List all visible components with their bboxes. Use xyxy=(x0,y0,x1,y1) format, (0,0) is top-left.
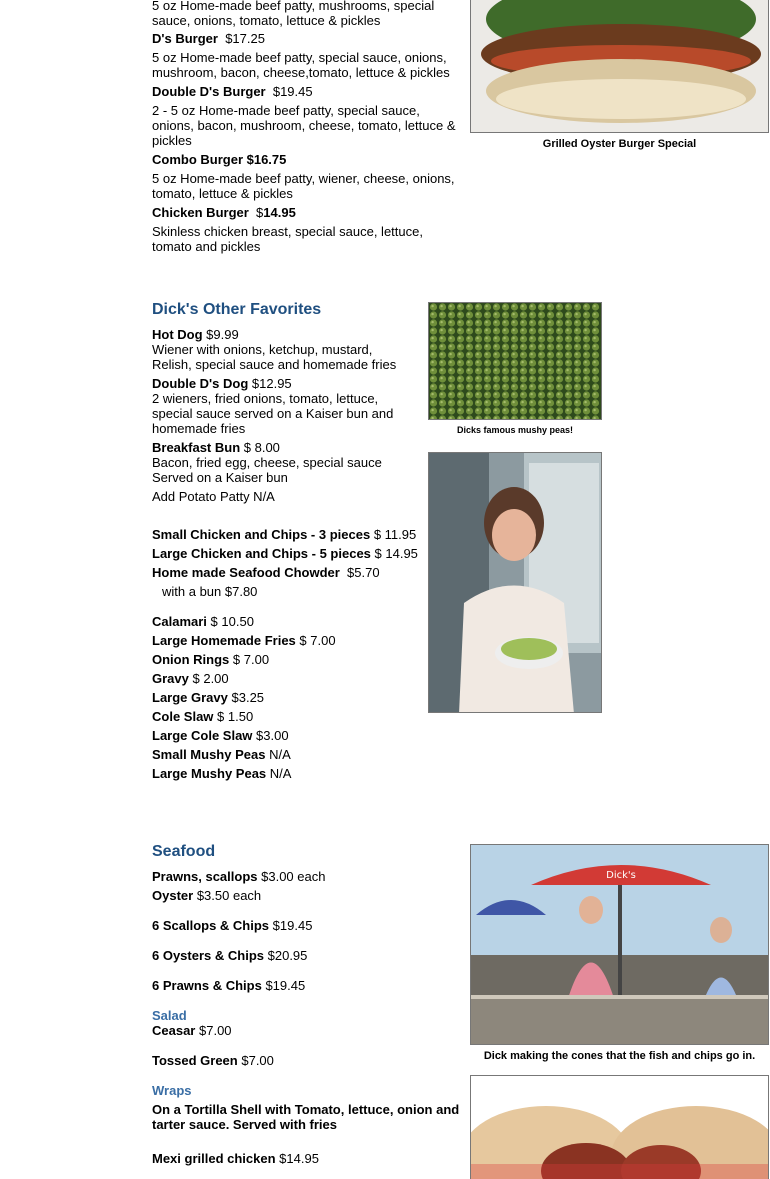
item-name: Chicken Burger xyxy=(152,205,249,220)
menu-item xyxy=(152,709,253,724)
item-price-bold: 14.95 xyxy=(263,205,296,220)
photo-caption: Grilled Oyster Burger Special xyxy=(542,138,697,150)
item-description: Skinless chicken breast, special sauce, lettuce, tomato and pickles xyxy=(152,224,423,254)
item-price: $5.70 xyxy=(347,565,380,580)
item-name: Tossed Green xyxy=(152,1053,238,1068)
item-name: 6 Oysters & Chips xyxy=(152,948,264,963)
item-description: 2 - 5 oz Home-made beef patty, special sauce, onions, bacon, mushroom, cheese, tomato, lettuce & pickles xyxy=(152,103,456,148)
item-price: $3.00 xyxy=(256,728,289,743)
item-name: Mexi grilled chicken xyxy=(152,1151,276,1166)
item-name: Combo Burger $16.75 xyxy=(152,152,287,167)
item-name: Small Chicken and Chips - 3 pieces xyxy=(152,527,371,542)
item-price: $ 1.50 xyxy=(217,709,254,724)
burger-description: 5 oz Home-made beef patty, mushrooms, special sauce, onions, tomato, lettuce & pickles xyxy=(152,0,435,28)
item-price: $ 11.95 xyxy=(373,527,417,542)
oyster-burger-image xyxy=(471,0,769,133)
item-price: $3.25 xyxy=(231,690,265,705)
item-price: $7.00 xyxy=(241,1053,274,1068)
cones-photo-image xyxy=(471,845,769,1045)
item-price: $3.50 each xyxy=(196,888,262,903)
item-price: $12.95 xyxy=(251,376,292,391)
item-price: $ 7.00 xyxy=(299,633,336,648)
menu-item xyxy=(152,652,269,667)
menu-item xyxy=(152,84,313,99)
menu-item xyxy=(152,888,261,903)
item-name: Oyster xyxy=(152,888,194,903)
section-title: Seafood xyxy=(152,843,216,860)
item-name: Double D's Dog xyxy=(152,376,249,391)
item-price: $ xyxy=(256,205,264,220)
section-title: Dick's Other Favorites xyxy=(152,301,322,318)
menu-item xyxy=(152,31,265,46)
item-price: $ 7.00 xyxy=(232,652,270,667)
menu-item xyxy=(152,440,280,455)
item-price: $7.00 xyxy=(199,1023,232,1038)
item-price: $19.45 xyxy=(272,84,313,99)
item-description: Relish, special sauce and homemade fries xyxy=(152,357,397,372)
menu-item xyxy=(152,1023,232,1038)
item-name: Cole Slaw xyxy=(152,709,214,724)
item-price: $17.25 xyxy=(225,31,265,46)
menu-item xyxy=(152,565,380,580)
menu-item xyxy=(152,1151,319,1166)
umbrella-sign: Dick's xyxy=(606,870,636,881)
menu-item xyxy=(152,671,229,686)
item-name: Prawns, scallops xyxy=(152,869,258,884)
item-price: N/A xyxy=(269,747,291,762)
menu-item xyxy=(152,327,239,342)
menu-item xyxy=(152,205,296,220)
wrap-photo xyxy=(470,1075,769,1179)
item-price: $ 14.95 xyxy=(374,546,418,561)
item-price: $20.95 xyxy=(267,948,308,963)
menu-item xyxy=(152,747,291,762)
menu-item xyxy=(152,152,286,167)
menu-item xyxy=(152,869,325,884)
item-name: 6 Prawns & Chips xyxy=(152,978,262,993)
serving-photo-image xyxy=(429,453,602,713)
cones-photo xyxy=(470,844,769,1045)
item-price: $ 10.50 xyxy=(210,614,254,629)
item-name: Onion Rings xyxy=(152,652,230,667)
menu-item xyxy=(152,918,312,933)
item-option: with a bun $7.80 xyxy=(162,584,258,599)
subsection-title: Salad xyxy=(152,1008,187,1023)
item-name: 6 Scallops & Chips xyxy=(152,918,270,933)
menu-item xyxy=(152,633,336,648)
menu-item xyxy=(152,978,305,993)
item-price: $9.99 xyxy=(206,327,239,342)
subsection-title: Wraps xyxy=(152,1083,192,1098)
item-name: Large Chicken and Chips - 5 pieces xyxy=(152,546,371,561)
item-description: Served on a Kaiser bun xyxy=(152,470,288,485)
item-name: Small Mushy Peas xyxy=(152,747,266,762)
item-price: $3.00 each xyxy=(261,869,326,884)
item-name: Hot Dog xyxy=(152,327,203,342)
item-name: Large Mushy Peas xyxy=(152,766,267,781)
menu-item xyxy=(152,948,307,963)
item-name: Home made Seafood Chowder xyxy=(152,565,340,580)
mushy-peas-serving-photo xyxy=(428,452,602,713)
item-name: Large Homemade Fries xyxy=(152,633,296,648)
menu-item xyxy=(152,527,416,542)
menu-item xyxy=(152,728,289,743)
item-name: Calamari xyxy=(152,614,207,629)
item-name: Ceasar xyxy=(152,1023,196,1038)
item-price: $19.45 xyxy=(265,978,306,993)
item-price: $14.95 xyxy=(279,1151,319,1166)
item-name: Large Cole Slaw xyxy=(152,728,253,743)
photo-caption: Dick making the cones that the fish and chips go in. xyxy=(483,1050,756,1062)
item-name: Gravy xyxy=(152,671,189,686)
item-description: Wiener with onions, ketchup, mustard, xyxy=(152,342,373,357)
item-price: $ 2.00 xyxy=(192,671,229,686)
item-description: 5 oz Home-made beef patty, wiener, cheese, onions, tomato, lettuce & pickles xyxy=(152,171,455,201)
wraps-description: On a Tortilla Shell with Tomato, lettuce, onion and tarter sauce. Served with fries xyxy=(152,1102,460,1132)
mushy-peas-image xyxy=(429,303,602,420)
menu-item xyxy=(152,614,254,629)
wrap-photo-image xyxy=(471,1076,769,1179)
item-name: D's Burger xyxy=(152,31,218,46)
photo-caption: Dicks famous mushy peas! xyxy=(456,425,574,435)
menu-item xyxy=(152,690,264,705)
menu-item xyxy=(152,376,292,391)
menu-item xyxy=(152,1053,274,1068)
item-name: Breakfast Bun xyxy=(152,440,241,455)
item-name: Double D's Burger xyxy=(152,84,266,99)
item-description: 5 oz Home-made beef patty, special sauce, onions, mushroom, bacon, cheese,tomato, lettuce & pickles xyxy=(152,50,450,80)
oyster-burger-photo xyxy=(470,0,769,133)
item-price: $ 8.00 xyxy=(243,440,280,455)
item-name: Large Gravy xyxy=(152,690,228,705)
item-addon: Add Potato Patty N/A xyxy=(152,489,275,504)
menu-item xyxy=(152,546,418,561)
menu-item xyxy=(152,766,291,781)
item-description: 2 wieners, fried onions, tomato, lettuce, special sauce served on a Kaiser bun and homemade fries xyxy=(152,391,394,436)
item-description: Bacon, fried egg, cheese, special sauce xyxy=(152,455,382,470)
item-price: $19.45 xyxy=(272,918,313,933)
item-price: N/A xyxy=(269,766,292,781)
mushy-peas-photo xyxy=(428,302,602,420)
